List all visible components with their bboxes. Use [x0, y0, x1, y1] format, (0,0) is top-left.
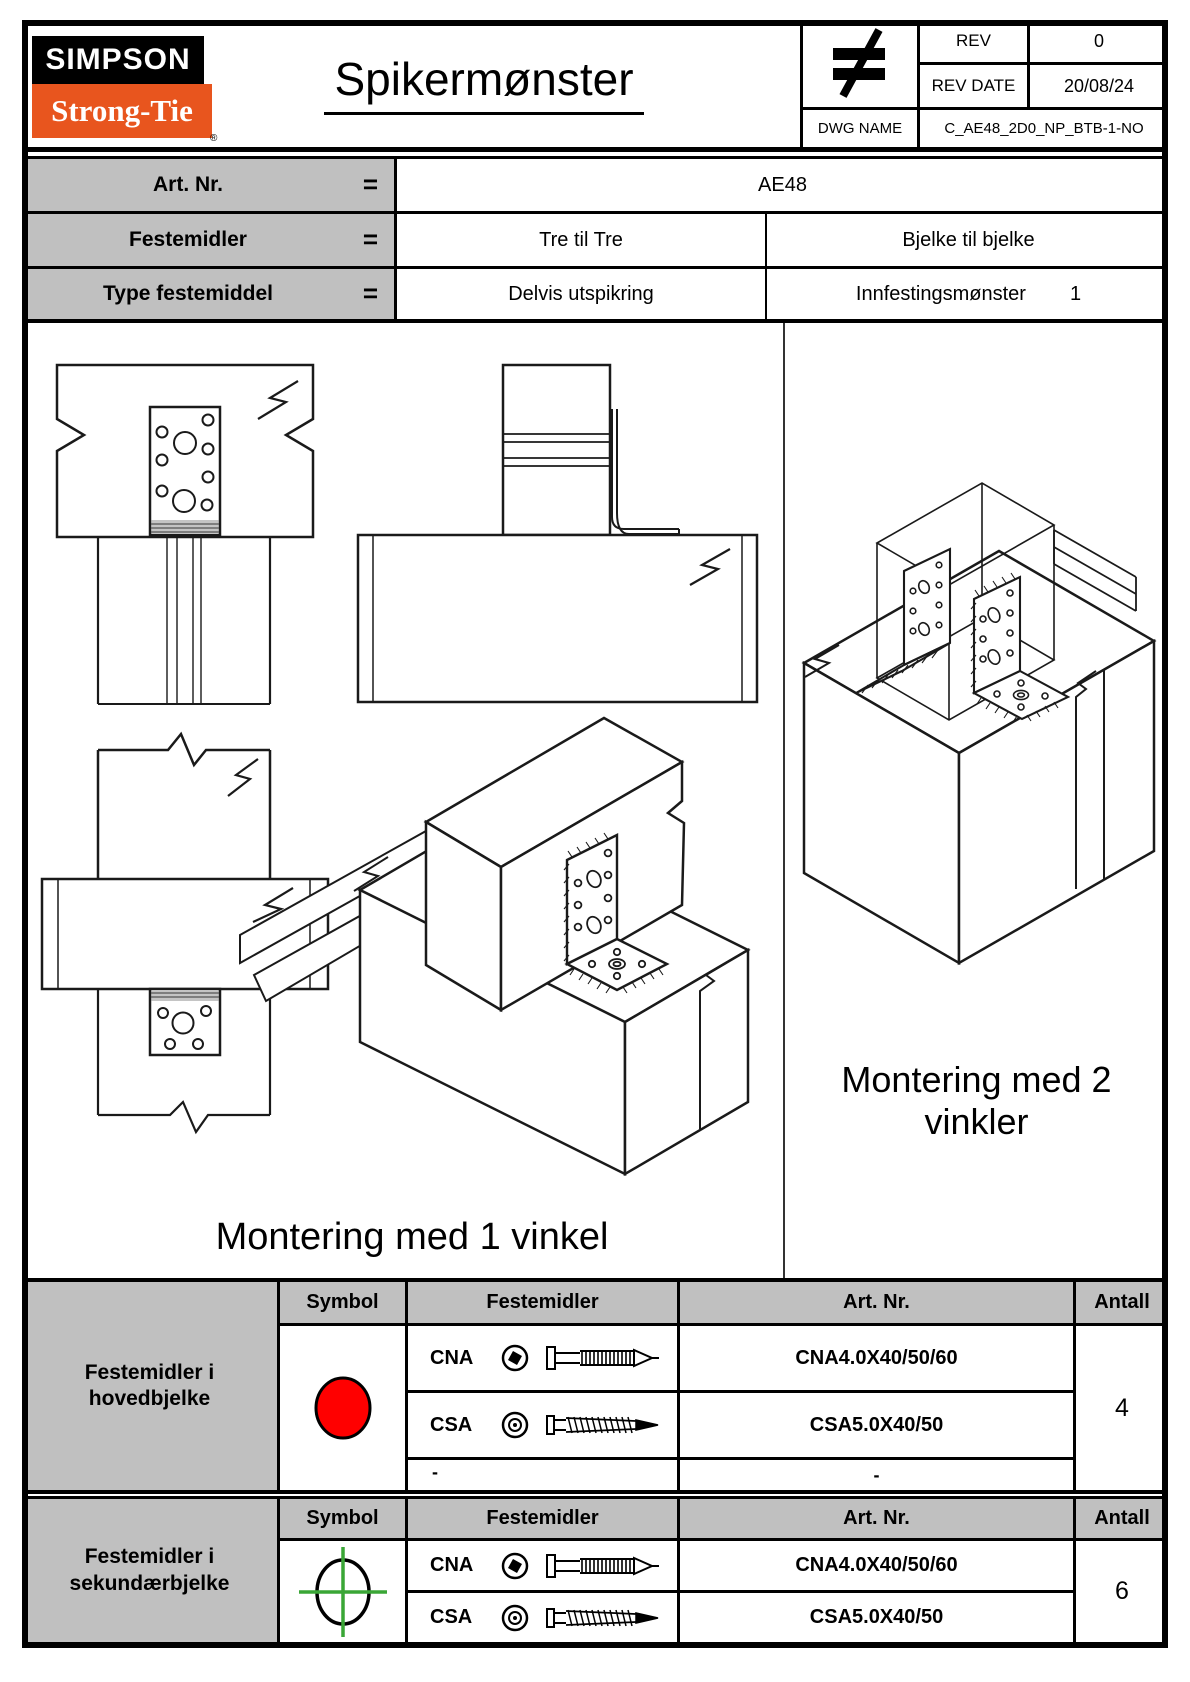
rev-label-cell [920, 20, 1030, 65]
cna-head-icon [500, 1551, 530, 1581]
title-block [22, 20, 1168, 147]
rev-value-cell [1030, 20, 1168, 65]
cna-nail-icon [544, 1551, 666, 1581]
t2-v2 [405, 1499, 408, 1642]
dwg-name-label: DWG NAME [817, 120, 903, 137]
info-festemidler-left [397, 214, 767, 266]
fasteners-header: Festemidler [486, 1507, 599, 1529]
info-type-right [769, 269, 1168, 319]
rev-label: REV [956, 31, 991, 50]
caption-one-angle [132, 1216, 692, 1259]
art-header: Art. Nr. [843, 1507, 910, 1529]
table1-art-csa [680, 1393, 1073, 1457]
table1-qty-cell [1076, 1326, 1168, 1490]
table1-header-art [680, 1282, 1073, 1323]
cna-code: CNA [430, 1346, 474, 1369]
dwg-value-cell [920, 110, 1168, 147]
caption-one-angle-text: Montering med 1 vinkel [215, 1216, 609, 1258]
info-row-artnr-label [22, 159, 397, 211]
not-equal-icon [821, 26, 899, 102]
dash-code: - [432, 1462, 438, 1482]
table2-art-cna [680, 1541, 1073, 1590]
table1-symbol-cell [280, 1326, 405, 1490]
t1-v4 [1073, 1282, 1076, 1490]
table2-row-cna [408, 1541, 699, 1590]
rev-date-label: REV DATE [931, 76, 1016, 95]
cna-artnr: CNA4.0X40/50/60 [795, 1346, 958, 1369]
rev-date-value-cell [1030, 65, 1168, 110]
dwg-name-value: C_AE48_2D0_NP_BTB-1-NO [944, 120, 1144, 137]
festemidler-label: Festemidler [129, 228, 247, 251]
not-equal-cell [800, 20, 920, 110]
info-type-left [397, 269, 767, 319]
page-title: Spikermønster [324, 52, 643, 115]
pattern-number: 1 [1069, 282, 1082, 305]
artnr-label: Art. Nr. [152, 173, 223, 196]
table1-art-cna [680, 1326, 1073, 1390]
table2-header-fasteners [408, 1499, 677, 1538]
view-iso-two-angles [804, 483, 1154, 963]
info-festemidler-right [769, 214, 1168, 266]
cna-nail-icon [544, 1343, 666, 1373]
view-iso-one-angle [240, 718, 748, 1174]
drawing-area [22, 323, 1168, 1278]
dash-artnr: - [873, 1464, 880, 1485]
t2-v4 [1073, 1499, 1076, 1642]
table2-header-qty [1076, 1499, 1168, 1538]
strongtie-logo-bottom [32, 84, 212, 138]
t2-v3 [677, 1499, 680, 1642]
artnr-value: AE48 [758, 173, 807, 196]
caption-two-angles-line1: Montering med 2 [841, 1059, 1112, 1100]
csa-code: CSA [430, 1606, 473, 1628]
logo-text-simpson: SIMPSON [45, 43, 191, 76]
table1-header-symbol [280, 1282, 405, 1323]
hovedbjelke-qty: 4 [1115, 1393, 1129, 1422]
delvis-utspikring: Delvis utspikring [508, 282, 654, 305]
caption-two-angles [785, 1059, 1168, 1144]
csa-screw-icon [544, 1603, 666, 1633]
art-header: Art. Nr. [843, 1291, 910, 1313]
fasteners-header: Festemidler [486, 1291, 599, 1313]
sheet-title [254, 52, 714, 115]
symbol-header: Symbol [306, 1291, 379, 1313]
cna-code: CNA [430, 1554, 474, 1576]
table1-art-dash [680, 1460, 1073, 1490]
table2-symbol-cell [280, 1541, 405, 1642]
qty-header: Antall [1094, 1291, 1150, 1313]
view-front-bracket [57, 365, 313, 704]
csa-screw-icon [544, 1410, 666, 1440]
equals-sign: = [362, 278, 378, 308]
table2-header-art [680, 1499, 1073, 1538]
equals-sign: = [362, 169, 378, 199]
table1-row-dash [408, 1460, 677, 1490]
table1-row-csa [408, 1393, 699, 1457]
tre-til-tre: Tre til Tre [539, 228, 623, 251]
csa-artnr: CSA5.0X40/50 [809, 1606, 944, 1628]
header-divider [22, 147, 1168, 152]
equals-sign: = [362, 224, 378, 254]
table1-row-cna [408, 1326, 699, 1390]
sheet [22, 20, 1168, 1648]
red-filled-circle-symbol [310, 1373, 376, 1443]
t2-v1 [277, 1499, 280, 1642]
rev-date-label-cell [920, 65, 1030, 110]
table2-row-label-cell [22, 1499, 277, 1642]
qty-header: Antall [1094, 1507, 1150, 1529]
tables-divider-a [22, 1490, 1168, 1494]
view-side-post [358, 365, 757, 702]
info-row-artnr-value [397, 159, 1168, 211]
rev-date-value: 20/08/24 [1063, 75, 1135, 96]
t1-v3 [677, 1282, 680, 1490]
sekundaerbjelke-label: Festemidler i sekundærbjelke [69, 1545, 230, 1595]
green-crosshair-circle-symbol [293, 1543, 393, 1641]
bjelke-til-bjelke: Bjelke til bjelke [902, 228, 1035, 251]
cna-head-icon [500, 1343, 530, 1373]
table1-header-fasteners [408, 1282, 677, 1323]
cna-artnr: CNA4.0X40/50/60 [795, 1554, 958, 1576]
logo-text-strongtie: Strong-Tie [51, 93, 193, 128]
hovedbjelke-label: Festemidler i hovedbjelke [84, 1360, 215, 1410]
symbol-header: Symbol [306, 1507, 379, 1529]
csa-head-icon [500, 1603, 530, 1633]
table2-qty-cell [1076, 1541, 1168, 1642]
registered-mark: ® [210, 133, 218, 144]
table2-header-symbol [280, 1499, 405, 1538]
table1-row-label-cell [22, 1282, 277, 1490]
t1-v2 [405, 1282, 408, 1490]
csa-code: CSA [430, 1413, 473, 1436]
info-row-type-label [22, 269, 397, 319]
innfestingsmonster: Innfestingsmønster [855, 282, 1026, 305]
simpson-logo-top [32, 36, 204, 84]
t1-v1 [277, 1282, 280, 1490]
csa-artnr: CSA5.0X40/50 [809, 1413, 944, 1436]
csa-head-icon [500, 1410, 530, 1440]
rev-value: 0 [1093, 30, 1104, 51]
table2-art-csa [680, 1593, 1073, 1642]
table2-row-csa [408, 1593, 699, 1642]
sekundaerbjelke-qty: 6 [1115, 1577, 1129, 1605]
dwg-label-cell [800, 110, 920, 147]
info-row-festemidler-label [22, 214, 397, 266]
caption-two-angles-line2: vinkler [924, 1101, 1029, 1143]
type-festemiddel-label: Type festemiddel [103, 282, 273, 305]
table1-header-qty [1076, 1282, 1168, 1323]
